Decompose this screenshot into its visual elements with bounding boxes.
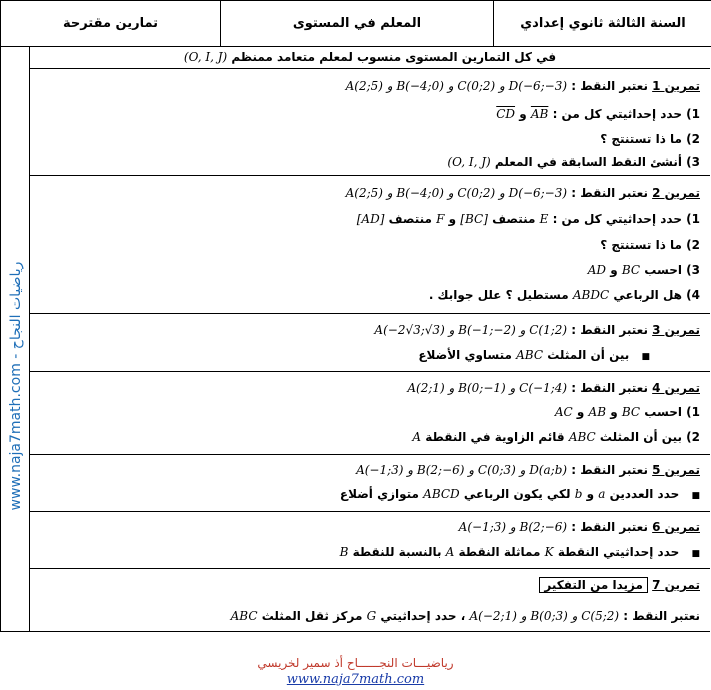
- ex2-points: A(2;5) و B(−4;0) و C(0;2) و D(−6;−3): [345, 186, 568, 200]
- ex1-q2: 2) ما ذا تستنتج ؟: [600, 132, 700, 146]
- ex6-title: تمرين 6: [652, 520, 700, 534]
- bullet-icon: ■: [691, 549, 700, 559]
- exercise-4: [30, 372, 710, 455]
- ex1-q3-text: 3) أنشئ النقط السابقة في المعلم: [494, 155, 700, 169]
- header-table: [0, 0, 711, 47]
- ex2-q4-text: 4) هل الرباعي: [613, 288, 700, 302]
- ex1-and: و: [519, 107, 527, 121]
- ex5-q1-text: حدد العددين: [609, 487, 680, 501]
- ex2-q3: [40, 263, 700, 277]
- ex5-q1-abcd: ABCD: [423, 487, 460, 501]
- ex7-points: A(−2;1) و B(0;3) و C(5;2): [469, 609, 620, 623]
- intro-text: في كل التمارين المستوى منسوب لمعلم متعامد ممنظم: [231, 50, 557, 64]
- ex7-title: تمرين 7: [652, 578, 700, 592]
- ex6-q1-text: حدد إحداثيتي النقطة: [557, 545, 680, 559]
- ex2-q1-ad: [AD]: [356, 212, 385, 226]
- ex2-given-line: [40, 186, 700, 200]
- ex1-title: تمرين 1: [652, 79, 700, 93]
- ex4-q1-bc: BC: [621, 405, 641, 419]
- ex5-title: تمرين 5: [652, 463, 700, 477]
- ex7-title-line: [40, 577, 700, 593]
- ex1-vector-cd: $\overline{CD}$: [496, 107, 516, 121]
- ex6-q1: [40, 545, 700, 559]
- ex2-q1: [40, 212, 700, 226]
- ex5-q1-mid: لكي يكون الرباعي: [463, 487, 571, 501]
- ex2-title: تمرين 2: [652, 186, 700, 200]
- ex2-q3-and: و: [610, 263, 618, 277]
- ex3-points: A(−2√3;√3) و B(−1;−2) و C(1;2): [374, 323, 568, 337]
- ex3-given-line: [40, 323, 700, 337]
- exercise-7: [30, 569, 710, 632]
- ex5-given-line: [40, 463, 700, 477]
- ex7-given-line: [40, 609, 700, 623]
- ex1-given-line: [40, 79, 700, 93]
- ex3-q1-end: متساوي الأضلاع: [418, 348, 512, 362]
- header-subject: المعلم في المستوى: [221, 1, 494, 47]
- ex6-q1-k: K: [544, 545, 554, 559]
- bullet-icon: ■: [691, 491, 700, 501]
- intro-line: [40, 50, 700, 64]
- ex2-q4: [40, 288, 700, 302]
- ex6-q1-mid2: بالنسبة للنقطة: [352, 545, 442, 559]
- ex3-given: نعتبر النقط :: [571, 323, 648, 337]
- ex1-q1-text: 1) حدد إحداثيتي كل من :: [552, 107, 700, 121]
- ex4-q1-ac: AC: [554, 405, 573, 419]
- intro-block: [30, 46, 710, 69]
- ex4-points: A(2;1) و B(0;−1) و C(−1;4): [407, 381, 568, 395]
- ex7-q-text: حدد إحداثيتي: [380, 609, 457, 623]
- ex2-q1-f: F: [436, 212, 445, 226]
- ex1-q3: [40, 155, 700, 169]
- ex5-given: نعتبر النقط :: [571, 463, 648, 477]
- ex4-q1-text: 1) احسب: [644, 405, 700, 419]
- footer-author: رياضيـــات النجــــــاح أذ سمير لخريسي: [257, 656, 454, 670]
- ex4-title: تمرين 4: [652, 381, 700, 395]
- ex2-q1-text: 1) حدد إحداثيتي كل من :: [552, 212, 700, 226]
- exercise-1: [30, 69, 710, 176]
- ex5-q1-b: b: [574, 487, 583, 501]
- exercise-6: [30, 512, 710, 569]
- ex2-q3-text: 3) احسب: [644, 263, 700, 277]
- ex4-q2: [40, 430, 700, 444]
- ex1-points: A(2;5) و B(−4;0) و C(0;2) و D(−6;−3): [345, 79, 568, 93]
- exercise-5: [30, 455, 710, 512]
- ex2-q3-bc: BC: [621, 263, 641, 277]
- ex7-q-abc: ABC: [230, 609, 258, 623]
- side-column: [0, 46, 30, 632]
- ex1-q1: [40, 107, 700, 121]
- ex7-boxed-heading: مزيدا من التفكير: [539, 577, 648, 593]
- header-level: السنة الثالثة ثانوي إعدادي: [494, 1, 711, 47]
- ex3-q1: [40, 348, 650, 362]
- side-label[interactable]: www.naja7math.com - رياضيات النجاح: [8, 261, 24, 511]
- ex2-q3-ad: AD: [587, 263, 607, 277]
- ex7-q-g: G: [366, 609, 377, 623]
- ex1-given: نعتبر النقط :: [571, 79, 648, 93]
- ex7-sep: ،: [460, 609, 466, 623]
- ex5-q1: [40, 487, 700, 501]
- bullet-icon: ■: [641, 352, 650, 362]
- ex6-q1-b: B: [339, 545, 349, 559]
- ex5-q1-a: a: [598, 487, 606, 501]
- ex4-q2-mid: قائم الزاوية في النقطة: [425, 430, 565, 444]
- ex5-q1-end: متوازي أضلاع: [339, 487, 419, 501]
- ex2-q1-bc: [BC]: [460, 212, 488, 226]
- ex6-given: نعتبر النقط :: [571, 520, 648, 534]
- ex4-given-line: [40, 381, 700, 395]
- ex5-points: A(−1;3) و B(2;−6) و C(0;3) و D(a;b): [356, 463, 568, 477]
- ex2-q1-and: و: [448, 212, 457, 226]
- ex7-given: نعتبر النقط :: [623, 609, 700, 623]
- ex4-given: نعتبر النقط :: [571, 381, 648, 395]
- header-kind: تمارين مقترحة: [1, 1, 221, 47]
- exercise-2: [30, 176, 710, 314]
- footer-url-link[interactable]: www.naja7math.com: [286, 672, 425, 687]
- exercises: [30, 46, 711, 632]
- ex3-q1-abc: ABC: [516, 348, 544, 362]
- intro-math: (O, I, J): [183, 50, 228, 64]
- ex6-given-line: [40, 520, 700, 534]
- ex4-q2-a: A: [412, 430, 422, 444]
- ex2-given: نعتبر النقط :: [571, 186, 648, 200]
- ex6-q1-a: A: [445, 545, 455, 559]
- ex4-q1: [40, 405, 700, 419]
- ex2-q4-end: مستطيل ؟ علل جوابك .: [428, 288, 569, 302]
- ex6-q1-mid: مماثلة النقطة: [458, 545, 541, 559]
- ex2-q1-e: E: [539, 212, 549, 226]
- ex4-q2-text: 2) بين أن المثلث: [599, 430, 700, 444]
- ex3-title: تمرين 3: [652, 323, 700, 337]
- ex4-q1-and2: و: [576, 405, 585, 419]
- ex1-vector-ab: $\overline{AB}$: [530, 107, 549, 121]
- ex5-q1-and: و: [586, 487, 595, 501]
- ex2-q2: 2) ما ذا تستنتج ؟: [600, 238, 700, 252]
- ex2-q1-mid2: منتصف: [388, 212, 432, 226]
- ex4-q1-and1: و: [610, 405, 618, 419]
- ex6-points: A(−1;3) و B(2;−6): [458, 520, 568, 534]
- ex3-q1-text: بين أن المثلث: [547, 348, 630, 362]
- ex2-q1-mid1: منتصف: [492, 212, 536, 226]
- ex4-q2-abc: ABC: [568, 430, 596, 444]
- exercise-3: [30, 314, 710, 372]
- ex4-q1-ab: AB: [588, 405, 607, 419]
- ex2-q4-abdc: ABDC: [572, 288, 610, 302]
- ex7-q-mid: مركز ثقل المثلث: [261, 609, 363, 623]
- ex1-q3-math: (O, I, J): [447, 155, 491, 169]
